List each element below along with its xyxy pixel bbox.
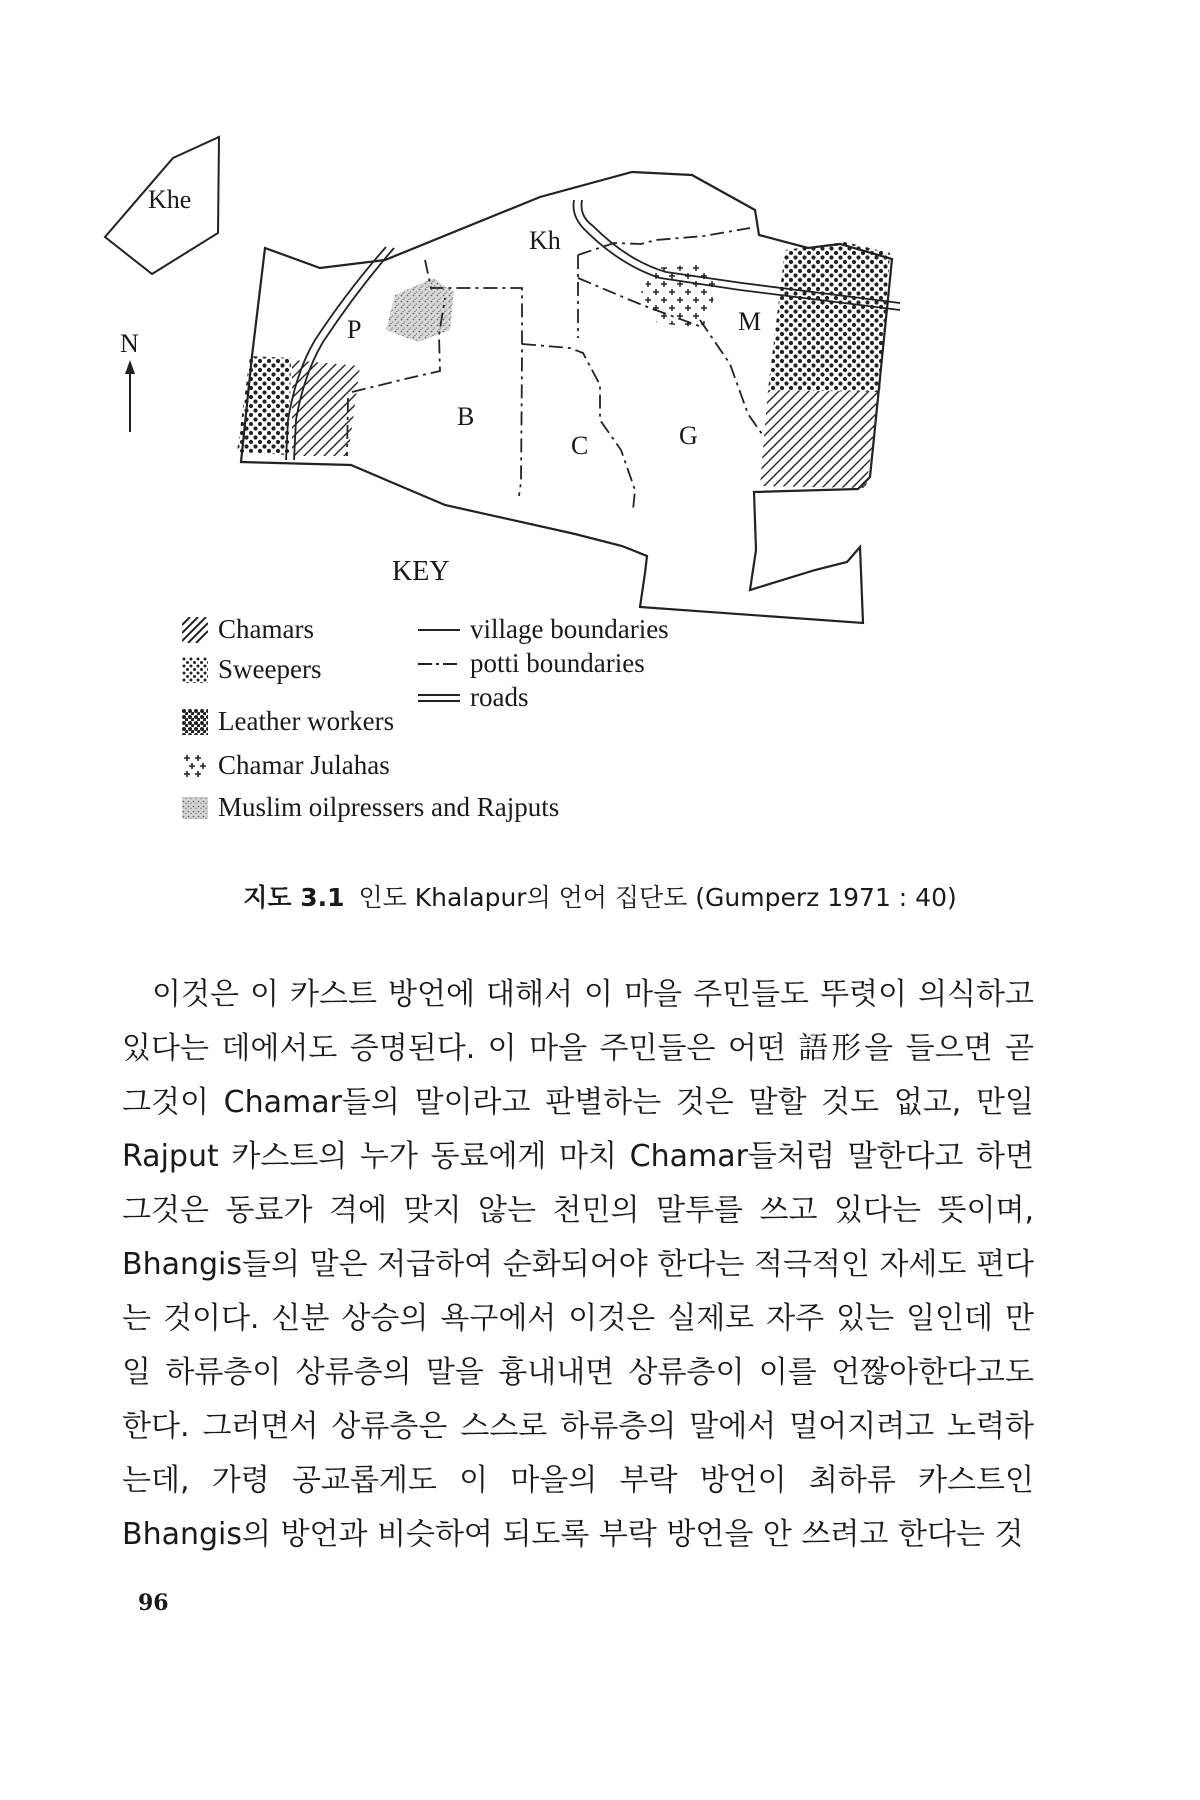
label-b: B <box>457 402 475 431</box>
light-dots-icon <box>182 657 208 683</box>
key-label-village-boundaries: village boundaries <box>470 614 669 644</box>
north-arrow <box>120 329 139 432</box>
key-label-chamars: Chamars <box>218 614 314 644</box>
north-arrow-label: N <box>120 329 139 358</box>
key-label-potti-boundaries: potti boundaries <box>470 648 645 678</box>
key-item-potti-boundaries <box>418 648 645 679</box>
caption-text: 인도 Khalapur의 언어 집단도 (Gumperz 1971 : 40) <box>358 883 957 912</box>
label-c: C <box>571 431 589 460</box>
body-text <box>122 968 1034 1562</box>
stipple-icon <box>182 795 208 821</box>
figure-caption <box>0 878 1200 914</box>
village-khe <box>105 137 219 274</box>
key-item-chamar-julahas <box>182 750 390 781</box>
key-label-muslim-rajputs: Muslim oilpressers and Rajputs <box>218 792 560 822</box>
area-leather-workers-east <box>768 242 890 392</box>
key-item-leather-workers <box>182 706 394 737</box>
page-number: 96 <box>138 1590 169 1616</box>
crosses-icon <box>182 753 208 779</box>
label-kh: Kh <box>529 226 561 255</box>
area-muslim-rajputs <box>386 278 454 342</box>
key-label-chamar-julahas: Chamar Julahas <box>218 750 390 780</box>
key-item-muslim-rajputs <box>182 792 559 823</box>
key-label-leather-workers: Leather workers <box>218 706 395 736</box>
key-item-village-boundaries <box>418 614 669 645</box>
key-label-sweepers: Sweepers <box>218 654 322 684</box>
label-p: P <box>347 315 362 344</box>
key-item-chamars <box>182 614 314 645</box>
label-m: M <box>738 307 762 336</box>
label-khe: Khe <box>148 185 192 214</box>
double-line-icon <box>418 688 460 708</box>
area-leather-workers-west <box>237 356 291 455</box>
dash-dot-line-icon <box>418 654 460 674</box>
area-chamars-east <box>760 390 880 488</box>
hatch-icon <box>182 617 208 643</box>
key-title: KEY <box>392 556 450 587</box>
label-g: G <box>679 421 698 450</box>
key-label-roads: roads <box>470 682 529 712</box>
caption-number: 지도 3.1 <box>243 883 345 912</box>
key-item-roads <box>418 682 528 713</box>
dense-dots-icon <box>182 709 208 735</box>
body-paragraph: 이것은 이 카스트 방언에 대해서 이 마을 주민들도 뚜렷이 의식하고 있다는 데에서도 증명된다. 이 마을 주민들은 어떤 語形을 들으면 곧 그것이 Chamar들의 말이라고 판별하는 것은 말할 것도 없고, 만일 Rajput 카스트의 누가 동료에게 마치 Chamar들처럼 말한다고 하면 그것은 동료가 격에 맞지 않는 천민의 말투를 쓰고 있다는 뜻이며, Bhangis들의 말은 저급하여 순화되어야 한다는 적극적인 자세도 편다는 것이다. 신분 상승의 욕구에서 이것은 실제로 자주 있는 일인데 만일 하류층이 상류층의 말을 흉내내면 상류층이 이를 언짢아한다고도 한다. 그러면서 상류층은 스스로 하류층의 말에서 멀어지려고 노력하는데, 가령 공교롭게도 이 마을의 부락 방언이 최하류 카스트인 Bhangis의 방언과 비슷하여 되도록 부락 방언을 안 쓰려고 한다는 것 <box>122 977 1034 1552</box>
solid-line-icon <box>418 620 460 640</box>
area-chamars-west <box>292 360 360 456</box>
key-item-sweepers <box>182 654 321 685</box>
